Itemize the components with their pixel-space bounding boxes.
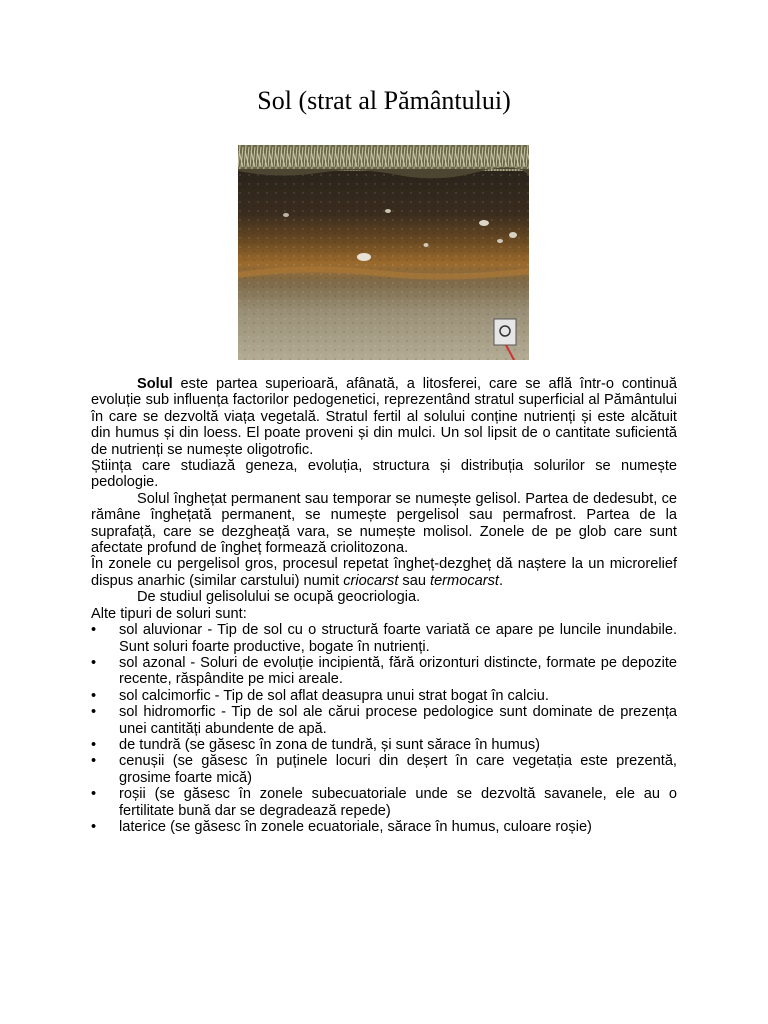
page-title: Sol (strat al Pământului) <box>257 86 511 115</box>
paragraph-intro <box>91 376 677 458</box>
list-item: • cenușii (se găsesc în puținele locuri din deșert în care vegetația este prezentă, grosime foarte mică) <box>91 753 677 786</box>
term-criocarst: criocarst <box>343 572 399 589</box>
list-intro: Alte tipuri de soluri sunt: <box>91 605 247 622</box>
list-item: • sol calcimorfic - Tip de sol aflat deasupra unui strat bogat în calciu. <box>91 688 677 704</box>
paragraph-intro-text: este partea superioară, afânată, a litosferei, care se află într-o continuă evoluție sub influența factorilor pedogenetici, reprezentând stratul superficial al Pământului în care se dezvoltă viața vegetală. Stratul fertil al solului conține nutrienți și este alcătuit din humus și din loess. El poate proveni și din mulci. Un sol lipsit de o cantitate suficientă de nutrienți se numește oligotrofic. <box>91 376 677 458</box>
list-item: • laterice (se găsesc în zonele ecuatoriale, sărace în humus, culoare roșie) <box>91 819 677 835</box>
criocarst-text-c: . <box>498 572 504 589</box>
paragraph-criocarst <box>91 556 677 589</box>
paragraph-gelisol: Solul înghețat permanent sau temporar se numește gelisol. Partea de dedesubt, ce rămâne înghețată permanent, se numește pergelisol sau permafrost. Partea de la suprafață, care se dezgheață vara, se numește molisol. Zonele de pe glob care sunt afectate profund de îngheț formează criolitozona. <box>91 490 677 557</box>
list-item: • sol hidromorfic - Tip de sol ale cărui procese pedologice sunt dominate de prezența unei cantități abundente de apă. <box>91 704 677 737</box>
criocarst-text-a: În zonele cu pergelisol gros, procesul repetat îngheț-dezgheț dă naștere la un microrelief dispus anarhic (similar carstului) numit <box>91 556 677 589</box>
list-item: • roșii (se găsesc în zonele subecuatoriale unde se dezvoltă savanele, ele au o fertilitate bună dar se degradează repede) <box>91 786 677 819</box>
list-item: • de tundră (se găsesc în zona de tundră, și sunt sărace în humus) <box>91 737 677 753</box>
criocarst-text-b: sau <box>398 572 431 589</box>
paragraph-pedologie: Știința care studiază geneza, evoluția, structura și distribuția solurilor se numește pedologie. <box>91 458 677 491</box>
soil-profile-photo <box>238 145 529 360</box>
term-solul: Solul <box>137 376 173 392</box>
soil-types-list <box>91 622 677 835</box>
article-body <box>91 376 677 835</box>
term-termocarst: termocarst <box>430 572 499 589</box>
paragraph-geocriologia: De studiul gelisolului se ocupă geocriologia. <box>137 589 421 606</box>
list-item: • sol aluvionar - Tip de sol cu o structură foarte variată ce apare pe luncile inundabile. Sunt soluri foarte productive, bogate în nutrienți. <box>91 622 677 655</box>
list-item: • sol azonal - Soluri de evoluție incipientă, fără orizonturi distincte, formate pe depozite recente, răspândite pe mici areale. <box>91 655 677 688</box>
